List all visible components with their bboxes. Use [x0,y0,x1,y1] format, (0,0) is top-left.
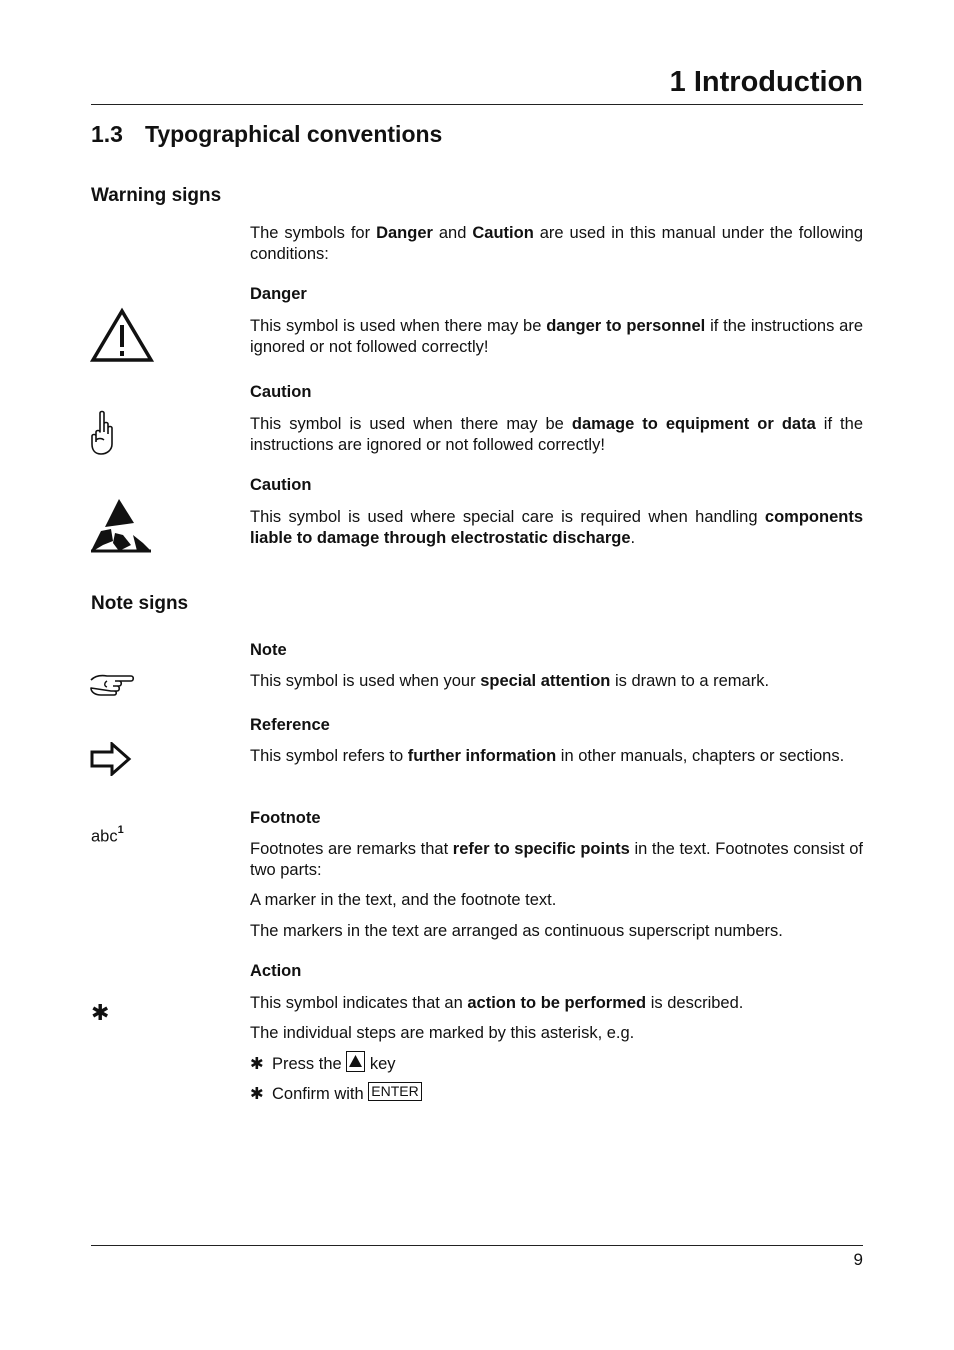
footer-rule [91,1245,863,1246]
action-text: This symbol indicates that an action to be performed is described. [250,994,744,1012]
footnote-text: Footnotes are remarks that refer to specific points in the text. Footnotes consist of two parts: [250,840,863,879]
note-text: This symbol is used when your special attention is drawn to a remark. [250,672,770,690]
warning-triangle-icon [90,307,154,363]
footnote-marker-example: abc$^1$ [91,824,124,846]
arrow-right-icon [90,742,132,776]
pointing-hand-icon [89,672,135,698]
step-confirm-enter: ✱ Confirm with ENTER [250,1084,422,1105]
section-number: 1.3 [91,121,123,147]
section-heading [91,121,442,148]
esd-warning-icon [89,497,153,553]
caution-title: Caution [250,383,312,401]
raised-hand-icon [89,410,115,456]
action-steps-text: The individual steps are marked by this asterisk, e.g. [250,1024,635,1042]
up-arrow-key-icon [346,1051,365,1072]
footnote-parts-text: A marker in the text, and the footnote text. [250,891,557,909]
chapter-title: 1 Introduction [669,66,863,98]
step-press-key: ✱ Press the key [250,1054,396,1075]
asterisk-icon: ✱ [91,1000,110,1025]
danger-title: Danger [250,285,307,303]
warning-signs-heading: Warning signs [91,185,222,206]
warning-intro: The symbols for Danger and Caution are used in this manual under the following conditions: [250,224,863,263]
action-title: Action [250,962,302,980]
header-rule [91,104,863,105]
note-signs-heading: Note signs [91,593,189,614]
reference-text: This symbol refers to further information in other manuals, chapters or sections. [250,747,845,765]
footnote-markers-text: The markers in the text are arranged as continuous superscript numbers. [250,922,783,940]
section-title: Typographical conventions [145,121,443,147]
footnote-title: Footnote [250,809,321,827]
danger-text: This symbol is used when there may be danger to personnel if the instructions are ignored or not followed correctly! [250,317,863,356]
caution-equipment-text: This symbol is used when there may be damage to equipment or data if the instructions are ignored or not followed correctly! [250,415,863,454]
caution-esd-text: This symbol is used where special care is required when handling components liable to damage through electrostatic discharge. [250,508,863,547]
caution-esd-title: Caution [250,476,312,494]
note-title: Note [250,641,287,659]
page-number: 9 [853,1250,863,1269]
enter-key: ENTER [368,1082,421,1101]
asterisk-icon: ✱ [250,1055,264,1073]
reference-title: Reference [250,716,330,734]
asterisk-icon: ✱ [250,1085,264,1103]
